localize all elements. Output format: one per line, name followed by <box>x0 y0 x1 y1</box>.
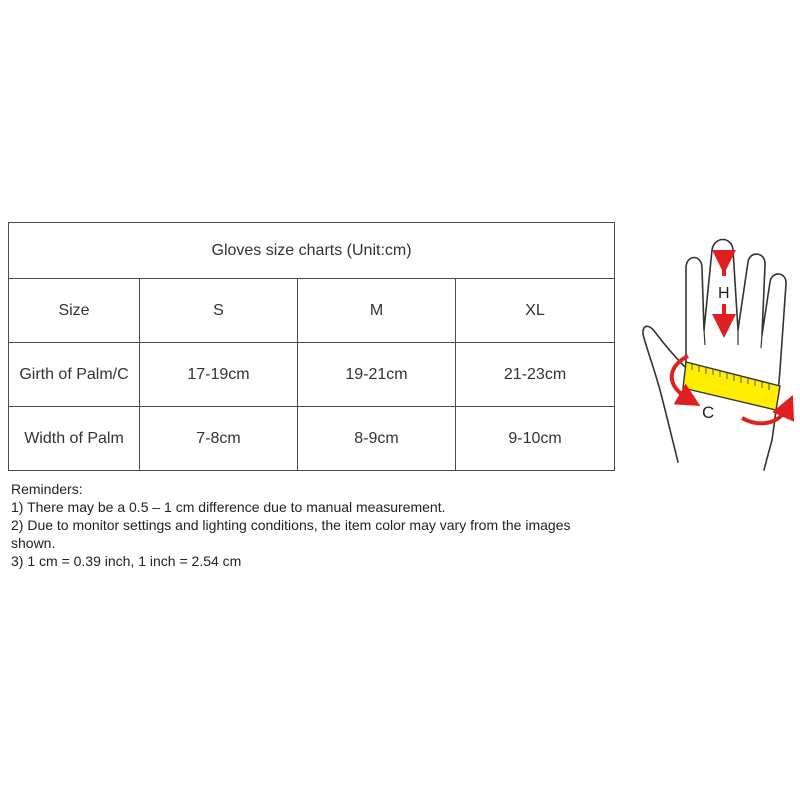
header-cell-m: M <box>298 279 456 343</box>
reminders-block <box>11 480 611 570</box>
table-title: Gloves size charts (Unit:cm) <box>9 223 615 279</box>
hand-diagram-svg <box>628 230 800 480</box>
header-cell-size: Size <box>9 279 140 343</box>
reminders-heading: Reminders: <box>11 481 83 497</box>
c-arrow-right <box>742 406 788 423</box>
width-s-cell: 7-8cm <box>140 407 298 471</box>
measuring-tape <box>683 362 780 410</box>
table-title-row <box>9 223 615 279</box>
reminder-item-1: 1) There may be a 0.5 – 1 cm difference due to manual measurement. <box>11 499 446 515</box>
table-header-row <box>9 279 615 343</box>
label-h: H <box>718 285 730 302</box>
label-c: C <box>702 403 715 422</box>
hand-outline <box>643 240 786 471</box>
header-cell-xl: XL <box>456 279 615 343</box>
finger-lines <box>704 330 762 348</box>
reminder-item-3: 3) 1 cm = 0.39 inch, 1 inch = 2.54 cm <box>11 553 242 569</box>
row-label-girth: Girth of Palm/C <box>9 343 140 407</box>
girth-xl-cell: 21-23cm <box>456 343 615 407</box>
row-label-width: Width of Palm <box>9 407 140 471</box>
size-chart-table <box>8 222 615 471</box>
hand-measurement-diagram <box>628 230 800 480</box>
reminder-item-2: 2) Due to monitor settings and lighting conditions, the item color may vary from the images shown. <box>11 517 571 551</box>
girth-m-cell: 19-21cm <box>298 343 456 407</box>
width-m-cell: 8-9cm <box>298 407 456 471</box>
header-cell-s: S <box>140 279 298 343</box>
width-xl-cell: 9-10cm <box>456 407 615 471</box>
girth-s-cell: 17-19cm <box>140 343 298 407</box>
table-row-girth <box>9 343 615 407</box>
table-row-width <box>9 407 615 471</box>
